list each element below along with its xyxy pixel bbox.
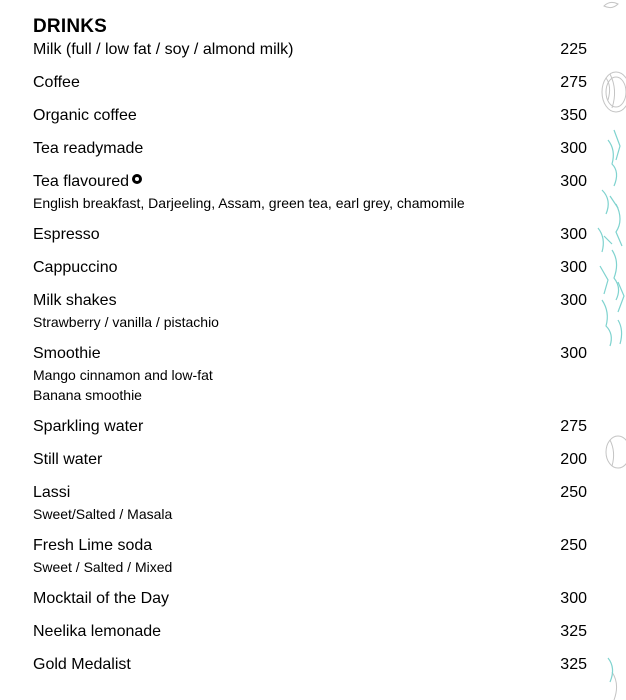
menu-item-price: 300 <box>560 259 587 276</box>
menu-item <box>33 39 593 61</box>
menu-item-name: Espresso <box>33 226 100 243</box>
menu-item-description: English breakfast, Darjeeling, Assam, green tea, earl grey, chamomile <box>33 195 465 211</box>
menu-item-list <box>33 39 593 676</box>
menu-item-description: Banana smoothie <box>33 387 142 403</box>
menu-item <box>33 343 593 405</box>
menu-item-name: Milk (full / low fat / soy / almond milk) <box>33 41 294 58</box>
menu-item <box>33 171 593 213</box>
menu-item-price: 325 <box>560 656 587 673</box>
menu-item-price: 250 <box>560 537 587 554</box>
menu-item-description: Strawberry / vanilla / pistachio <box>33 314 219 330</box>
decorative-illustration <box>590 0 626 700</box>
menu-item <box>33 72 593 94</box>
menu-item-name: Mocktail of the Day <box>33 590 170 607</box>
menu-item-description: Mango cinnamon and low-fat <box>33 367 213 383</box>
menu-item <box>33 257 593 279</box>
menu-item-name: Neelika lemonade <box>33 623 162 640</box>
menu-item-price: 200 <box>560 451 587 468</box>
menu-item-description: Sweet/Salted / Masala <box>33 506 173 522</box>
menu-item-price: 300 <box>560 292 587 309</box>
menu-item-name: Sparkling water <box>33 418 144 435</box>
menu-item <box>33 588 593 610</box>
menu-item-name: Tea readymade <box>33 140 144 157</box>
menu-item-name: Smoothie <box>33 345 101 362</box>
menu-item-price: 225 <box>560 41 587 58</box>
menu-item-name: Fresh Lime soda <box>33 537 153 554</box>
menu-item-price: 300 <box>560 590 587 607</box>
menu-item-description: Sweet / Salted / Mixed <box>33 559 173 575</box>
menu-item-price: 250 <box>560 484 587 501</box>
menu-item-price: 300 <box>560 226 587 243</box>
menu-item <box>33 654 593 676</box>
menu-item-price: 300 <box>560 140 587 157</box>
menu-item <box>33 138 593 160</box>
menu-item-name: Milk shakes <box>33 292 117 309</box>
menu-item-name: Lassi <box>33 484 71 501</box>
menu-item <box>33 621 593 643</box>
menu-item-name: Still water <box>33 451 103 468</box>
menu-item <box>33 290 593 332</box>
menu-item-price: 300 <box>560 173 587 190</box>
menu-item-name: Organic coffee <box>33 107 137 124</box>
menu-item-name: Coffee <box>33 74 80 91</box>
menu-item <box>33 482 593 524</box>
menu-item-name: Gold Medalist <box>33 656 131 673</box>
menu-item-price: 325 <box>560 623 587 640</box>
menu-item <box>33 535 593 577</box>
drinks-menu <box>33 16 593 687</box>
menu-item-price: 300 <box>560 345 587 362</box>
special-mark-icon <box>132 174 142 184</box>
menu-item-price: 350 <box>560 107 587 124</box>
menu-item-price: 275 <box>560 74 587 91</box>
section-title: DRINKS <box>33 16 108 37</box>
menu-item-name: Cappuccino <box>33 259 118 276</box>
menu-item <box>33 449 593 471</box>
menu-item <box>33 416 593 438</box>
menu-item <box>33 105 593 127</box>
menu-item-name: Tea flavoured <box>33 173 130 190</box>
menu-item-price: 275 <box>560 418 587 435</box>
menu-item <box>33 224 593 246</box>
